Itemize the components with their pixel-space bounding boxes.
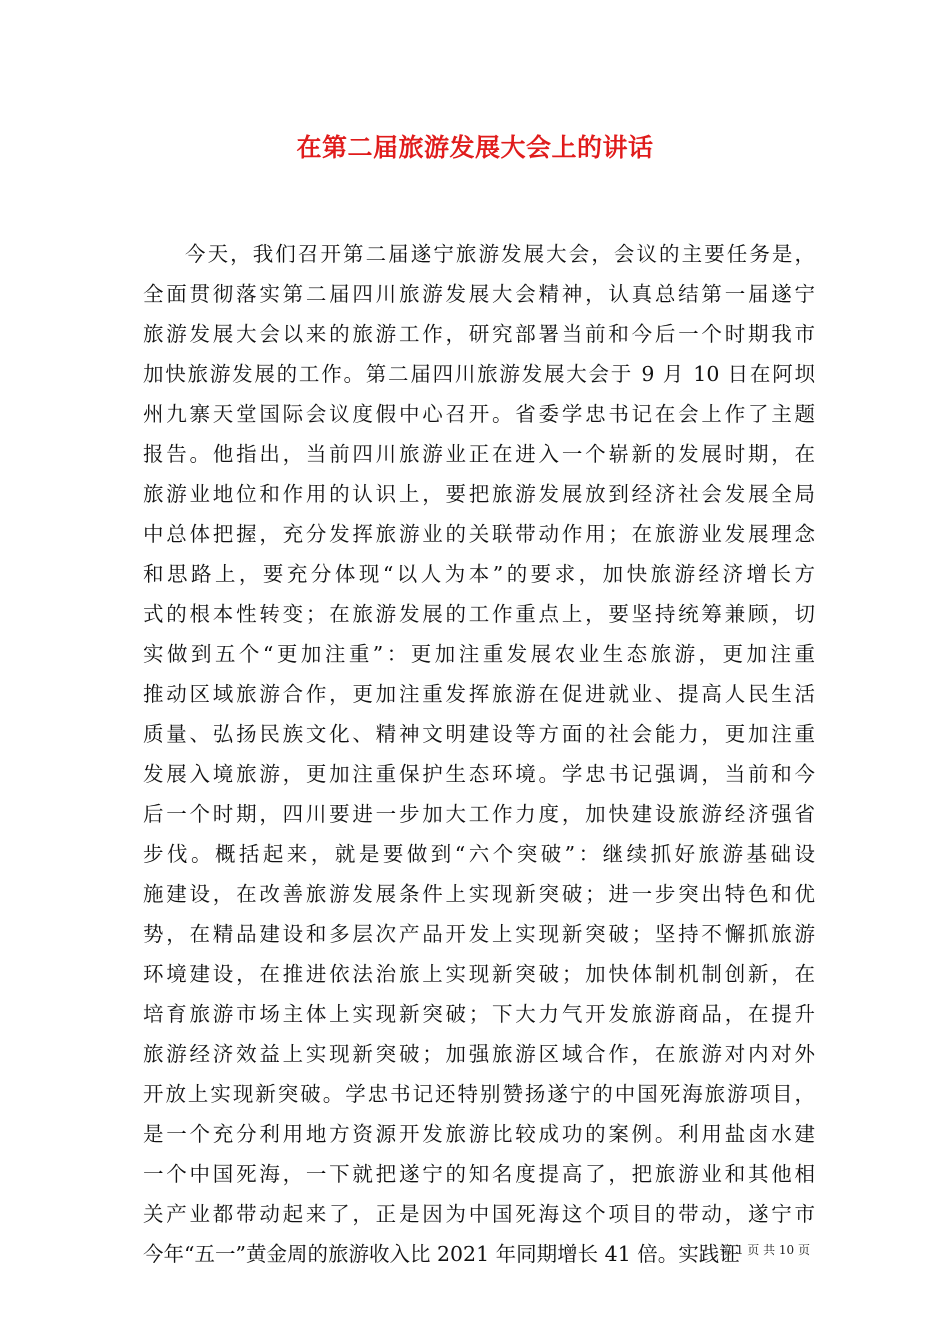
body-line: 加快旅游发展的工作。第二届四川旅游发展大会于 9 月 10 日在阿坝 (143, 362, 815, 386)
body-line: 环境建设，在推进依法治旅上实现新突破；加快体制机制创新，在 (143, 962, 815, 986)
body-line: 开放上实现新突破。学忠书记还特别赞扬遂宁的中国死海旅游项目， (143, 1082, 815, 1106)
body-line: 中总体把握，充分发挥旅游业的关联带动作用；在旅游业发展理念 (143, 522, 815, 546)
body-line: 一个中国死海，一下就把遂宁的知名度提高了，把旅游业和其他相 (143, 1162, 815, 1186)
body-line: 实做到五个“更加注重”：更加注重发展农业生态旅游，更加注重 (143, 642, 815, 666)
body-line: 关产业都带动起来了，正是因为中国死海这个项目的带动，遂宁市 (143, 1202, 815, 1226)
body-line: 旅游经济效益上实现新突破；加强旅游区域合作，在旅游对内对外 (143, 1042, 815, 1066)
body-line: 势，在精品建设和多层次产品开发上实现新突破；坚持不懈抓旅游 (143, 922, 815, 946)
body-line: 州九寨天堂国际会议度假中心召开。省委学忠书记在会上作了主题 (143, 402, 815, 426)
body-line: 和思路上，要充分体现“以人为本”的要求，加快旅游经济增长方 (143, 562, 815, 586)
body-text (143, 234, 815, 1274)
body-line: 今年“五一”黄金周的旅游收入比 2021 年同期增长 41 倍。实践证 (143, 1242, 740, 1266)
body-line: 质量、弘扬民族文化、精神文明建设等方面的社会能力，更加注重 (143, 722, 815, 746)
body-line: 是一个充分利用地方资源开发旅游比较成功的案例。利用盐卤水建 (143, 1122, 815, 1146)
body-line: 推动区域旅游合作，更加注重发挥旅游在促进就业、提高人民生活 (143, 682, 815, 706)
body-line: 步伐。概括起来，就是要做到“六个突破”：继续抓好旅游基础设 (143, 842, 815, 866)
document-title: 在第二届旅游发展大会上的讲话 (296, 133, 654, 162)
body-line: 全面贯彻落实第二届四川旅游发展大会精神，认真总结第一届遂宁 (143, 282, 815, 306)
body-line: 式的根本性转变；在旅游发展的工作重点上，要坚持统筹兼顾，切 (143, 602, 815, 626)
body-line: 今天，我们召开第二届遂宁旅游发展大会，会议的主要任务是， (185, 242, 815, 266)
body-line: 后一个时期，四川要进一步加大工作力度，加快建设旅游经济强省 (143, 802, 815, 826)
body-line: 发展入境旅游，更加注重保护生态环境。学忠书记强调，当前和今 (143, 762, 815, 786)
page-number: 第 1 页 共 10 页 (720, 1243, 810, 1257)
body-line: 培育旅游市场主体上实现新突破；下大力气开发旅游商品，在提升 (143, 1002, 815, 1026)
body-line: 旅游业地位和作用的认识上，要把旅游发展放到经济社会发展全局 (143, 482, 815, 506)
body-line: 报告。他指出，当前四川旅游业正在进入一个崭新的发展时期，在 (143, 442, 815, 466)
body-line: 施建设，在改善旅游发展条件上实现新突破；进一步突出特色和优 (143, 882, 815, 906)
body-line: 旅游发展大会以来的旅游工作，研究部署当前和今后一个时期我市 (143, 322, 815, 346)
